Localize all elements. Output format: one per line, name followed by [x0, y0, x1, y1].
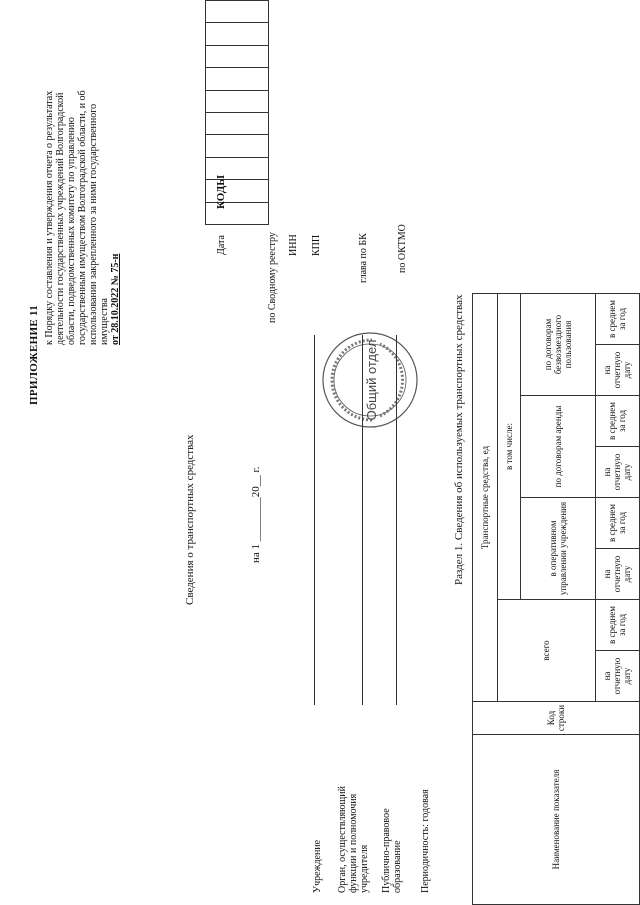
- code-cell[interactable]: [206, 90, 269, 112]
- round-stamp-icon: [320, 330, 420, 430]
- authority-line[interactable]: [362, 335, 363, 705]
- code-cell[interactable]: [206, 135, 269, 157]
- col-name-header: Наименование показателя: [473, 735, 640, 905]
- code-label-bk: глава по БК: [358, 233, 369, 283]
- code-label-registry: по Сводному реестру: [267, 232, 278, 323]
- col-group-header: Транспортные средства, ед: [473, 294, 498, 702]
- label-authority-l3: учредителя: [359, 844, 370, 893]
- appendix-text: [44, 0, 121, 345]
- transport-table: [472, 0, 640, 905]
- codes-header: КОДЫ: [215, 174, 227, 209]
- code-label-inn: ИНН: [288, 234, 299, 256]
- code-cell[interactable]: [206, 68, 269, 90]
- label-public-l1: Публично-правовое: [381, 808, 392, 893]
- stamp-text: Общий отдел: [364, 339, 379, 421]
- label-public-l2: образование: [392, 840, 403, 893]
- col-lease-header: по договорам аренды: [520, 396, 595, 498]
- subcol-date: на отчетную дату: [595, 549, 639, 600]
- appendix-line: использовании закрепленного за ними государственного: [88, 103, 99, 345]
- institution-line[interactable]: [314, 335, 315, 705]
- section-title: Раздел 1. Сведения об используемых транспортных средствах: [453, 294, 465, 585]
- subcol-date: на отчетную дату: [595, 345, 639, 396]
- form-title: Сведения о транспортных средствах: [184, 434, 196, 605]
- label-public: [381, 808, 403, 893]
- label-authority-l2: функции и полномочия: [348, 793, 359, 893]
- subcol-avg: в среднем за год: [595, 498, 639, 549]
- appendix-line: государственным имуществом Волгоградской области, и об: [77, 90, 88, 345]
- col-free-header: по договорам безвозмездного пользования: [520, 294, 595, 396]
- public-line[interactable]: [396, 335, 397, 705]
- code-label-kpp: КПП: [311, 234, 322, 256]
- code-label-oktmo: по ОКТМО: [397, 224, 408, 273]
- subcol-avg: в среднем за год: [595, 294, 639, 345]
- label-periodicity: Периодичность: годовая: [420, 789, 431, 893]
- label-authority-l1: Орган, осуществляющий: [337, 786, 348, 893]
- subcol-date: на отчетную дату: [595, 447, 639, 498]
- code-cell[interactable]: [206, 23, 269, 45]
- col-incl-header: в том числе:: [497, 294, 520, 600]
- col-oper-header: в оперативном управлении учреждения: [520, 498, 595, 600]
- code-cell[interactable]: [206, 45, 269, 67]
- subcol-avg: в среднем за год: [595, 600, 639, 651]
- code-label-date: Дата: [216, 235, 227, 255]
- label-institution: Учреждение: [312, 839, 323, 893]
- subcol-date: на отчетную дату: [595, 651, 639, 702]
- code-cell[interactable]: [206, 1, 269, 23]
- appendix-title: ПРИЛОЖЕНИЕ 11: [28, 304, 40, 405]
- col-code-header: Код строки: [473, 702, 640, 735]
- report-period: на 1 ________20__ г.: [250, 466, 262, 563]
- appendix-date: от 28.10.2022 № 75-н: [110, 253, 121, 345]
- label-authority: [337, 786, 370, 893]
- appendix-line: деятельности государственных учреждений Волгоградской: [55, 92, 66, 345]
- appendix-line: области, подведомственных комитету по управлению: [66, 117, 77, 345]
- appendix-line: имущества: [99, 298, 110, 345]
- code-cell[interactable]: [206, 113, 269, 135]
- col-total-header: всего: [497, 600, 595, 702]
- subcol-avg: в среднем за год: [595, 396, 639, 447]
- appendix-line: к Порядку составления и утверждения отчета о результатах: [44, 90, 55, 345]
